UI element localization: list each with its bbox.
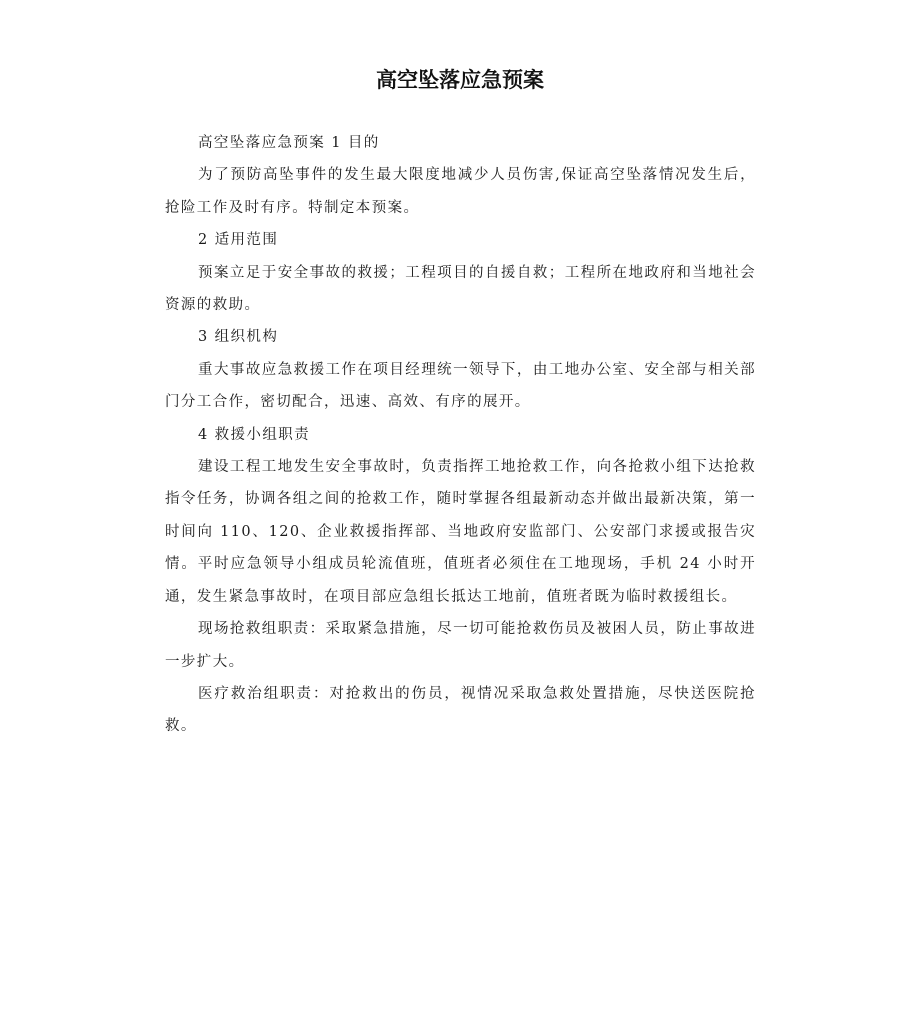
paragraph-organization: 重大事故应急救援工作在项目经理统一领导下，由工地办公室、安全部与相关部门分工合作，密切配合，迅速、高效、有序的展开。 [165, 361, 756, 411]
document-body [165, 127, 756, 743]
paragraph-scope: 预案立足于安全事故的救援；工程项目的自援自救；工程所在地政府和当地社会资源的救助。 [165, 264, 756, 314]
section-heading-scope: 2 适用范围 [198, 232, 279, 249]
paragraph-rescue-duties: 建设工程工地发生安全事故时，负责指挥工地抢救工作，向各抢救小组下达抢救指令任务，协调各组之间的抢救工作，随时掌握各组最新动态并做出最新决策，第一时间向 110、120、企业救援指挥部、当地政府安监部门、公安部门求援或报告灾情。平时应急领导小组成员轮流值班，值班者必须住在工地现场，手机 24 小时开通，发生紧急事故时，在项目部应急组长抵达工地前，值班者既为临时救援组长。 [165, 459, 756, 605]
paragraph-medical-team: 医疗救治组职责：对抢救出的伤员，视情况采取急救处置措施，尽快送医院抢救。 [165, 685, 756, 735]
section-heading-organization: 3 组织机构 [198, 329, 279, 346]
paragraph-onsite-rescue-team: 现场抢救组职责：采取紧急措施，尽一切可能抢救伤员及被困人员，防止事故进一步扩大。 [165, 621, 756, 670]
document-title: 高空坠落应急预案 [376, 68, 544, 92]
section-heading-rescue-duties: 4 救援小组职责 [198, 426, 311, 443]
section-heading-purpose: 高空坠落应急预案 1 目的 [198, 135, 380, 151]
paragraph-purpose: 为了预防高坠事件的发生最大限度地减少人员伤害,保证高空坠落情况发生后，抢险工作及时有序。特制定本预案。 [165, 167, 756, 216]
